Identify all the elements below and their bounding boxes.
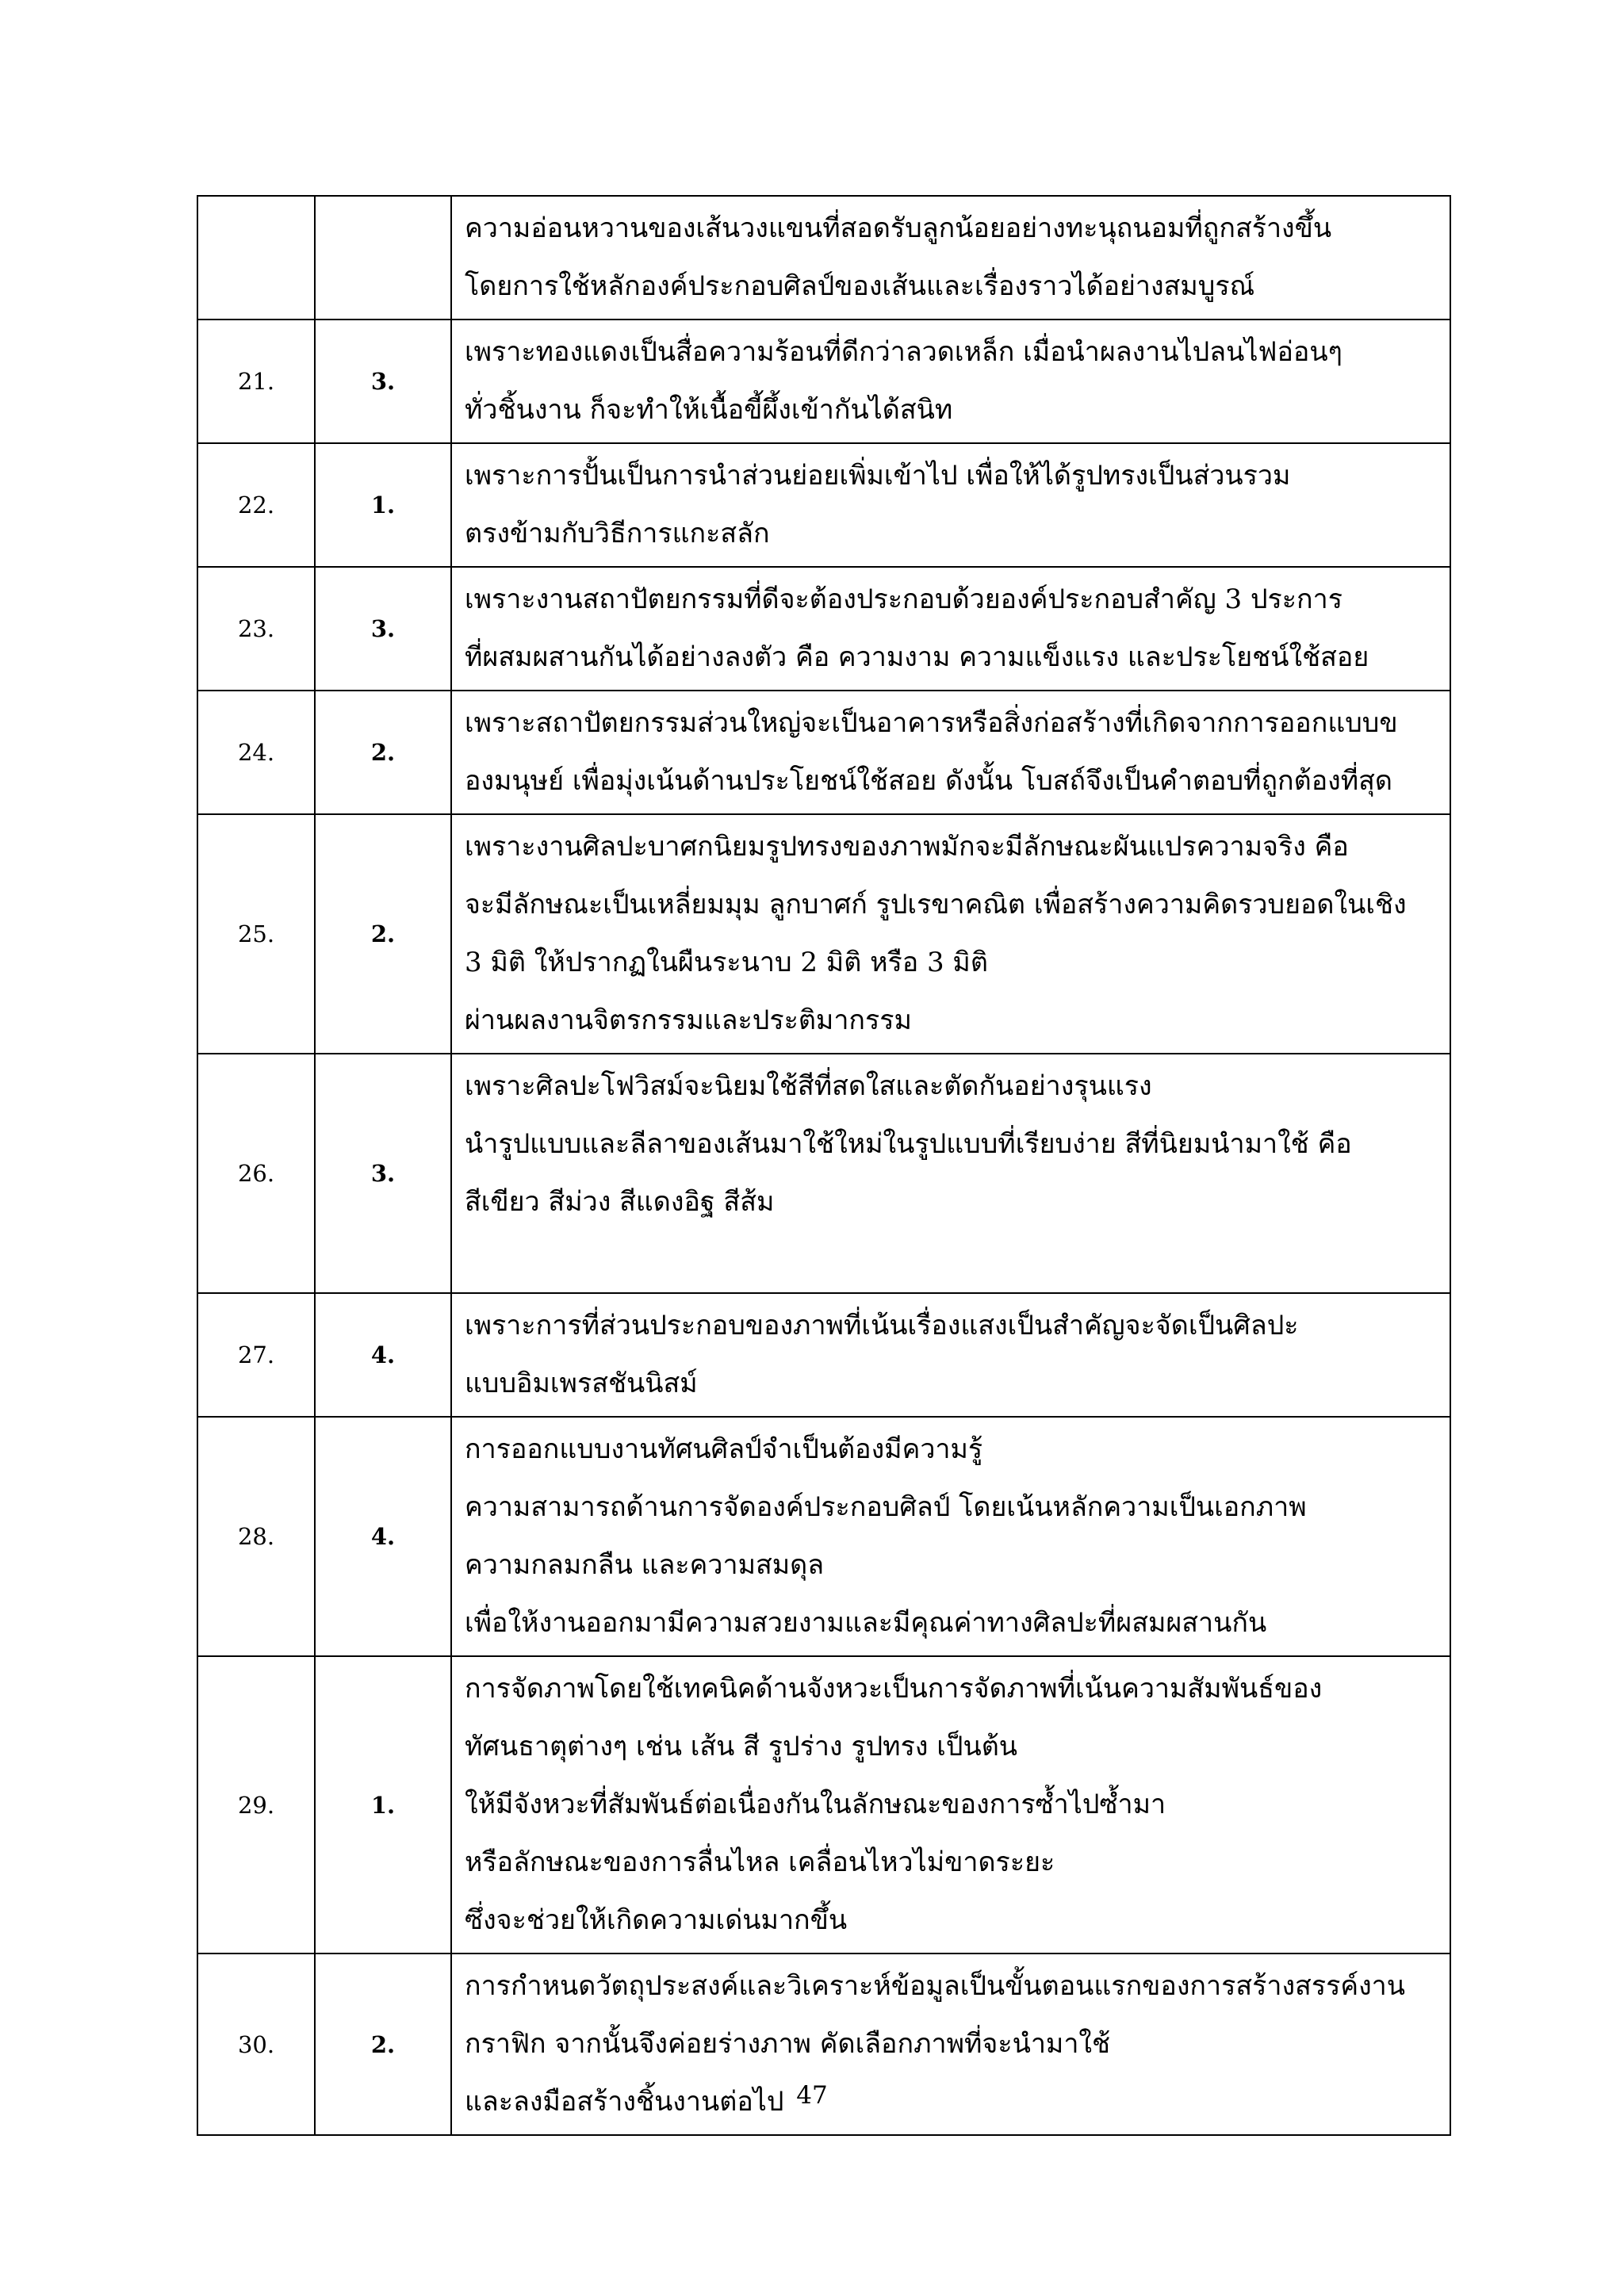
answer-table <box>197 195 1451 2136</box>
explanation-line: แบบอิมเพรสชันนิสม์ <box>465 1368 698 1399</box>
answer-choice: 3. <box>315 567 451 691</box>
page-number: 47 <box>796 2081 828 2110</box>
explanation-line: ซึ่งจะช่วยให้เกิดความเด่นมากขึ้น <box>465 1904 848 1936</box>
explanation-line: การจัดภาพโดยใช้เทคนิคด้านจังหวะเป็นการจัดภาพที่เน้นความสัมพันธ์ของ <box>465 1673 1323 1705</box>
table-row <box>197 691 1450 814</box>
answer-table-body <box>197 196 1450 2135</box>
explanation-line: เพราะทองแดงเป็นสื่อความร้อนที่ดีกว่าลวดเหล็ก เมื่อนำผลงานไปลนไฟอ่อนๆ <box>465 336 1342 368</box>
table-row <box>197 1293 1450 1417</box>
table-row <box>197 567 1450 691</box>
explanation-cell <box>451 567 1450 691</box>
explanation-line: เพื่อให้งานออกมามีความสวยงามและมีคุณค่าทางศิลปะที่ผสมผสานกัน <box>465 1607 1267 1639</box>
explanation-cell <box>451 320 1450 443</box>
answer-choice: 2. <box>315 691 451 814</box>
answer-choice: 2. <box>315 814 451 1054</box>
explanation-line: เพราะศิลปะโฟวิสม์จะนิยมใช้สีที่สดใสและตัดกันอย่างรุนแรง <box>465 1070 1152 1102</box>
explanation-line: โดยการใช้หลักองค์ประกอบศิลป์ของเส้นและเรื่องราวได้อย่างสมบูรณ์ <box>465 270 1255 302</box>
answer-choice: 3. <box>315 320 451 443</box>
explanation-cell <box>451 196 1450 320</box>
table-row <box>197 320 1450 443</box>
explanation-line: ทัศนธาตุต่างๆ เช่น เส้น สี รูปร่าง รูปทรง เป็นต้น <box>465 1731 1018 1762</box>
explanation-line: ตรงข้ามกับวิธีการแกะสลัก <box>465 518 770 549</box>
table-row <box>197 1656 1450 1954</box>
explanation-line: การออกแบบงานทัศนศิลป์จำเป็นต้องมีความรู้ <box>465 1433 983 1465</box>
explanation-line: หรือลักษณะของการลื่นไหล เคลื่อนไหวไม่ขาดระยะ <box>465 1846 1055 1878</box>
answer-choice: 1. <box>315 1656 451 1954</box>
answer-choice: 4. <box>315 1417 451 1656</box>
explanation-line: ให้มีจังหวะที่สัมพันธ์ต่อเนื่องกันในลักษณะของการซ้ำไปซ้ำมา <box>465 1789 1166 1820</box>
explanation-line: เพราะการที่ส่วนประกอบของภาพที่เน้นเรื่องแสงเป็นสำคัญจะจัดเป็นศิลปะ <box>465 1310 1299 1341</box>
explanation-cell <box>451 814 1450 1054</box>
explanation-line: สีเขียว สีม่วง สีแดงอิฐ สีส้ม <box>465 1186 775 1218</box>
table-row <box>197 1417 1450 1656</box>
answer-choice: 4. <box>315 1293 451 1417</box>
question-number: 22. <box>197 443 315 567</box>
explanation-cell <box>451 1054 1450 1293</box>
answer-choice <box>315 196 451 320</box>
explanation-line: นำรูปแบบและลีลาของเส้นมาใช้ใหม่ในรูปแบบที่เรียบง่าย สีที่นิยมนำมาใช้ คือ <box>465 1128 1352 1160</box>
table-row <box>197 196 1450 320</box>
explanation-line: 3 มิติ ให้ปรากฏในผืนระนาบ 2 มิติ หรือ 3 มิติ <box>465 947 988 978</box>
question-number: 21. <box>197 320 315 443</box>
explanation-cell <box>451 691 1450 814</box>
question-number: 23. <box>197 567 315 691</box>
explanation-line: เพราะสถาปัตยกรรมส่วนใหญ่จะเป็นอาคารหรือสิ่งก่อสร้างที่เกิดจากการออกแบบข <box>465 707 1398 739</box>
explanation-line: การกำหนดวัตถุประสงค์และวิเคราะห์ข้อมูลเป็นขั้นตอนแรกของการสร้างสรรค์งาน <box>465 1970 1406 2002</box>
question-number: 26. <box>197 1054 315 1293</box>
explanation-line: และลงมือสร้างชิ้นงานต่อไป <box>465 2086 784 2118</box>
explanation-line: เพราะงานศิลปะบาศกนิยมรูปทรงของภาพมักจะมีลักษณะผันแปรความจริง คือ <box>465 831 1349 863</box>
explanation-cell <box>451 1293 1450 1417</box>
explanation-line: จะมีลักษณะเป็นเหลี่ยมมุม ลูกบาศก์ รูปเรขาคณิต เพื่อสร้างความคิดรวบยอดในเชิง <box>465 889 1407 920</box>
question-number: 30. <box>197 1954 315 2135</box>
question-number: 24. <box>197 691 315 814</box>
table-row <box>197 1054 1450 1293</box>
explanation-cell <box>451 1656 1450 1954</box>
table-row <box>197 443 1450 567</box>
explanation-line: เพราะงานสถาปัตยกรรมที่ดีจะต้องประกอบด้วยองค์ประกอบสำคัญ 3 ประการ <box>465 584 1342 615</box>
explanation-line <box>465 1231 1438 1289</box>
explanation-line: เพราะการปั้นเป็นการนำส่วนย่อยเพิ่มเข้าไป เพื่อให้ได้รูปทรงเป็นส่วนรวม <box>465 460 1291 492</box>
explanation-cell <box>451 1417 1450 1656</box>
explanation-line: ความอ่อนหวานของเส้นวงแขนที่สอดรับลูกน้อยอย่างทะนุถนอมที่ถูกสร้างขึ้น <box>465 212 1332 244</box>
explanation-line: องมนุษย์ เพื่อมุ่งเน้นด้านประโยชน์ใช้สอย ดังนั้น โบสถ์จึงเป็นคำตอบที่ถูกต้องที่สุด <box>465 765 1392 797</box>
table-row <box>197 814 1450 1054</box>
answer-choice: 3. <box>315 1054 451 1293</box>
explanation-line: ทั่วชิ้นงาน ก็จะทำให้เนื้อขี้ผึ้งเข้ากันได้สนิท <box>465 394 953 426</box>
explanation-line: ความสามารถด้านการจัดองค์ประกอบศิลป์ โดยเน้นหลักความเป็นเอกภาพ <box>465 1491 1307 1523</box>
question-number: 28. <box>197 1417 315 1656</box>
explanation-line: กราฟิก จากนั้นจึงค่อยร่างภาพ คัดเลือกภาพที่จะนำมาใช้ <box>465 2028 1111 2060</box>
explanation-line: ความกลมกลืน และความสมดุล <box>465 1549 825 1581</box>
answer-choice: 2. <box>315 1954 451 2135</box>
answer-choice: 1. <box>315 443 451 567</box>
explanation-cell <box>451 443 1450 567</box>
question-number: 27. <box>197 1293 315 1417</box>
explanation-line: ที่ผสมผสานกันได้อย่างลงตัว คือ ความงาม ความแข็งแรง และประโยชน์ใช้สอย <box>465 641 1369 673</box>
explanation-line: ผ่านผลงานจิตรกรรมและประติมากรรม <box>465 1004 912 1036</box>
question-number <box>197 196 315 320</box>
question-number: 29. <box>197 1656 315 1954</box>
question-number: 25. <box>197 814 315 1054</box>
